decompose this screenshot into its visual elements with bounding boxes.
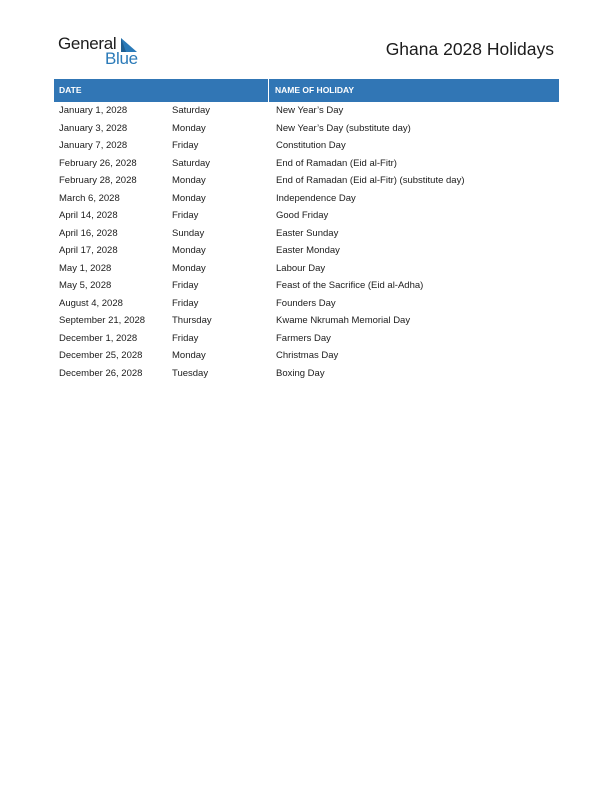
holiday-weekday: Monday (172, 350, 206, 361)
table-row (54, 102, 559, 120)
table-row (54, 347, 559, 365)
holiday-name: Constitution Day (276, 140, 346, 151)
holiday-weekday: Friday (172, 280, 199, 291)
holiday-date: April 17, 2028 (59, 245, 118, 256)
table-row (54, 207, 559, 225)
holiday-weekday: Friday (172, 210, 199, 221)
holiday-date: August 4, 2028 (59, 297, 123, 309)
holiday-name: Labour Day (276, 262, 326, 274)
holiday-weekday: Friday (172, 332, 199, 344)
table-row (54, 260, 559, 278)
table-body (54, 102, 559, 382)
table-row (54, 155, 559, 173)
holiday-date: February 26, 2028 (59, 157, 137, 169)
holiday-name: Independence Day (276, 192, 356, 204)
table-row (54, 330, 559, 348)
holiday-name: Feast of the Sacrifice (Eid al-Adha) (276, 280, 424, 291)
table-row (54, 172, 559, 190)
holiday-date: January 7, 2028 (59, 140, 128, 151)
table-row (54, 312, 559, 330)
holiday-date: December 1, 2028 (59, 332, 138, 344)
holiday-name: Founders Day (276, 297, 336, 309)
holiday-name: New Year’s Day (substitute day) (276, 122, 411, 134)
holiday-date: January 1, 2028 (59, 105, 128, 116)
table-row (54, 277, 559, 295)
table-row (54, 242, 559, 260)
holiday-date: May 5, 2028 (59, 280, 112, 291)
holiday-name: Good Friday (276, 210, 329, 221)
holiday-weekday: Monday (172, 245, 206, 256)
holiday-date: December 25, 2028 (59, 350, 143, 361)
holiday-name: Boxing Day (276, 367, 325, 379)
holiday-date: February 28, 2028 (59, 175, 137, 186)
holiday-weekday: Thursday (172, 315, 212, 326)
table-row (54, 120, 559, 138)
holiday-weekday: Monday (172, 122, 206, 134)
holiday-weekday: Monday (172, 192, 206, 204)
holiday-name: Christmas Day (276, 350, 339, 361)
holiday-weekday: Friday (172, 140, 199, 151)
holiday-date: September 21, 2028 (59, 315, 146, 326)
holiday-name: New Year’s Day (276, 105, 344, 116)
holiday-table (54, 79, 559, 382)
logo-text-general: General (58, 34, 117, 53)
table-header (54, 79, 559, 102)
holiday-weekday: Friday (172, 297, 199, 309)
brand-logo (58, 34, 148, 70)
holiday-name: Easter Monday (276, 245, 340, 256)
holiday-weekday: Monday (172, 262, 206, 274)
holiday-date: April 14, 2028 (59, 210, 118, 221)
holiday-date: April 16, 2028 (59, 227, 118, 239)
holiday-name: Easter Sunday (276, 227, 339, 239)
table-row (54, 190, 559, 208)
table-row (54, 137, 559, 155)
holiday-name: End of Ramadan (Eid al-Fitr) (276, 157, 397, 169)
holiday-weekday: Tuesday (172, 367, 209, 379)
holiday-date: December 26, 2028 (59, 367, 143, 379)
holiday-weekday: Sunday (172, 227, 205, 239)
table-row (54, 225, 559, 243)
holiday-weekday: Saturday (172, 105, 211, 116)
page-title: Ghana 2028 Holidays (385, 39, 554, 59)
table-row (54, 365, 559, 383)
holiday-weekday: Saturday (172, 157, 211, 169)
holiday-name: End of Ramadan (Eid al-Fitr) (substitute day) (276, 175, 465, 186)
column-header-date: DATE (54, 79, 269, 102)
holiday-name: Farmers Day (276, 332, 331, 344)
logo-text-blue: Blue (105, 49, 138, 68)
column-header-name: NAME OF HOLIDAY (275, 85, 355, 95)
holiday-date: May 1, 2028 (59, 262, 112, 274)
holiday-date: January 3, 2028 (59, 122, 128, 134)
table-row (54, 295, 559, 313)
holiday-date: March 6, 2028 (59, 192, 120, 204)
holiday-weekday: Monday (172, 175, 206, 186)
holiday-name: Kwame Nkrumah Memorial Day (276, 315, 411, 326)
